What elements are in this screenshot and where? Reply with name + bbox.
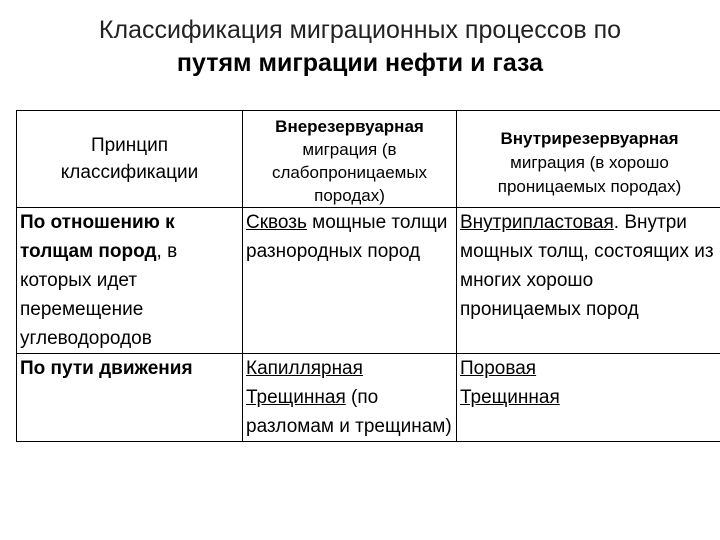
row1-principle-rest: , в которых идет перемещение углеводородов: [20, 241, 178, 349]
row1-outer-term: Сквозь: [246, 212, 307, 233]
row2-outer-term2: Трещинная: [246, 387, 346, 408]
row1-inner-term: Внутрипластовая: [460, 212, 614, 233]
slide-title: [0, 14, 720, 80]
header-row: [17, 111, 720, 208]
row2-outer-rest: (по разломам и трещинам): [246, 387, 452, 437]
slide-title-line1: Классификация миграционных процессов по: [98, 16, 622, 44]
row1-principle: [17, 208, 243, 354]
row2-principle: [17, 354, 243, 442]
classification-table: [16, 110, 720, 442]
row2-outer: [243, 354, 457, 442]
row2-inner-term1: Поровая: [460, 358, 537, 379]
header-inner-reservoir-desc: миграция (в хорошо проницаемых породах): [497, 153, 682, 196]
row1-inner: [457, 208, 720, 354]
header-principle: Принцип классификации: [17, 111, 243, 208]
table-row: [17, 354, 720, 442]
row2-outer-term1: Капиллярная: [246, 358, 363, 379]
row2-inner: [457, 354, 720, 442]
row1-inner-rest: . Внутри мощных толщ, состоящих из многих хорошо проницаемых пород: [460, 212, 714, 320]
row1-principle-bold: По отношению к толщам пород: [20, 212, 175, 262]
row1-outer: [243, 208, 457, 354]
table-row: [17, 208, 720, 354]
header-outer-reservoir: [243, 111, 457, 208]
row2-inner-term2: Трещинная: [460, 387, 560, 408]
row1-outer-rest: мощные толщи разнородных пород: [246, 212, 448, 262]
slide-title-line2: путям миграции нефти и газа: [176, 49, 544, 77]
header-inner-reservoir: [457, 111, 720, 208]
header-inner-reservoir-title: Внутрирезервуарная: [500, 129, 679, 148]
header-outer-reservoir-title: Внерезервуарная: [275, 117, 424, 136]
row2-principle-bold: По пути движения: [20, 358, 193, 379]
header-outer-reservoir-desc: миграция (в слабопроницаемых породах): [271, 140, 428, 205]
